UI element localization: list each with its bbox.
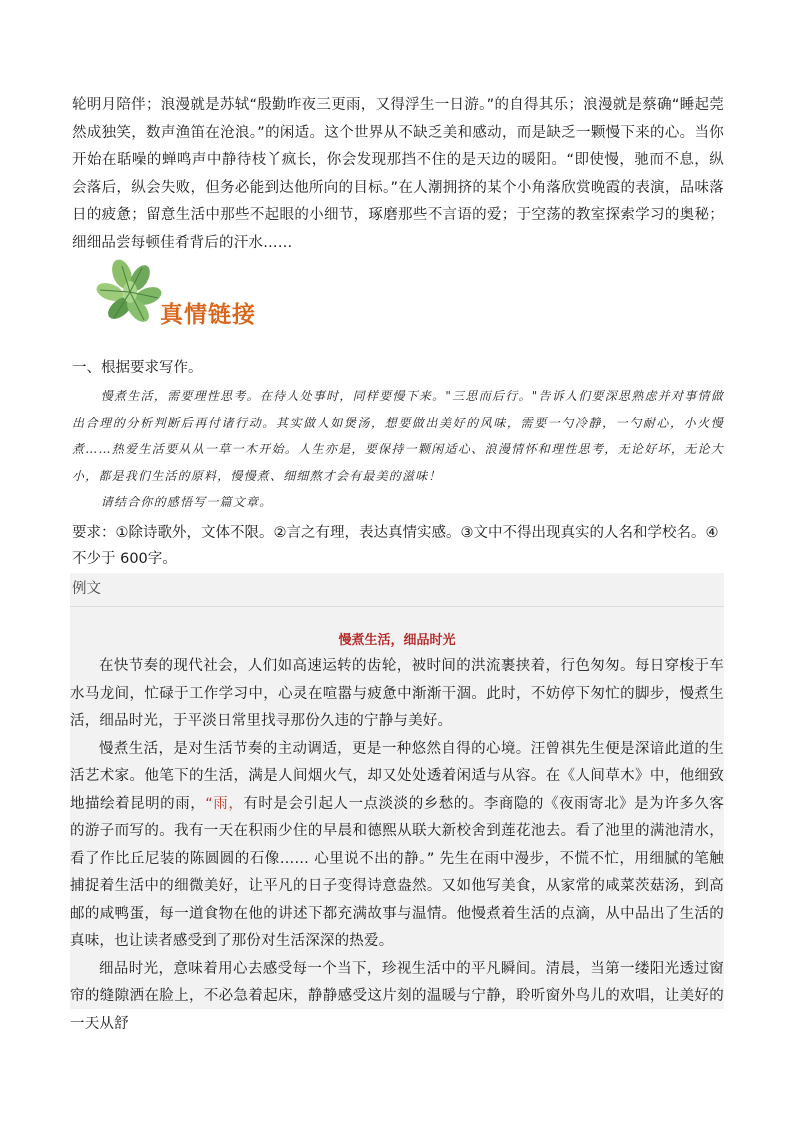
- section-header: [92, 256, 352, 336]
- essay-paragraph-2-rest: 有时是会引起人一点淡淡的乡愁的。李商隐的《夜雨寄北》是为许多久客的游子而写的。我有一天在积雨少住的早晨和德熙从联大新校舍到莲花池去。看了池里的满池清水，看了作比丘尼装的陈圆圆的石像…… 心里说不出的静。” 先生在雨中漫步，不慌不忙，用细腻的笔触捕捉着生活中的细微美好，让平凡的日子变得诗意盎然。又如他写美食，从家常的咸菜茨菇汤，到高邮的咸鸭蛋，每一道食物在他的讲述下都充满故事与温情。他慢煮着生活的点滴，从中品出了生活的真味，也让读者感受到了那份对生活深深的热爱。: [70, 795, 724, 949]
- essay-paragraph-2-start: 慢煮生活，是对生活节奏的主动调适，更是一种悠然自得的心境。汪曾祺先生便是深谙此道的生活艺术家。他笔下的生活，满是人间烟火气，却又处处透着闲适与从容。在《人间草木》中，他细致地描绘着昆明的雨，: [70, 740, 724, 812]
- section-title: 真情链接: [160, 302, 256, 328]
- example-divider: [70, 606, 724, 607]
- essay-paragraph-1: 在快节奏的现代社会，人们如高速运转的齿轮，被时间的洪流裹挟着，行色匆匆。每日穿梭于车水马龙间，忙碌于工作学习中，心灵在喧嚣与疲惫中渐渐干涸。此时，不妨停下匆忙的脚步，慢煮生活，细品时光，于平淡日常里找寻那份久违的宁静与美好。: [70, 658, 724, 729]
- essay-paragraph-2: [70, 736, 724, 956]
- writing-prompt: 慢煮生活，需要理性思考。在待人处事时，同样要慢下来。"三思而后行。"告诉人们要深思熟虑并对事情做出合理的分析判断后再付诸行动。其实做人如煲汤，想要做出美好的风味，需要一勺冷静，一勺耐心，小火慢煮……热爱生活要从从一草一木开始。人生亦是，要保持一颗闲适心、浪漫情怀和理性思考，无论好坏，无论大小，都是我们生活的原料，慢慢煮、细细熬才会有最美的滋味！: [72, 389, 724, 483]
- essay-paragraph-3: 细品时光，意味着用心去感受每一个当下，珍视生活中的平凡瞬间。清晨，当第一缕阳光透过窗帘的缝隙洒在脸上，不必急着起床，静静感受这片刻的温暖与宁静，聆听窗外鸟儿的欢唱，让美好的一天从舒: [70, 960, 724, 1032]
- intro-paragraph: 轮明月陪伴；浪漫就是苏轼“殷勤昨夜三更雨，又得浮生一日游。”的自得其乐；浪漫就是蔡确“睡起莞然成独笑，数声渔笛在沧浪。”的闲适。这个世界从不缺乏美和感动，而是缺乏一颗慢下来的心。当你开始在聒噪的蝉鸣声中静待枝丫疯长，你会发现那挡不住的是天边的暖阳。“即使慢，驰而不息，纵会落后，纵会失败，但务必能到达他所向的目标。”在人潮拥挤的某个小角落欣赏晚霞的表演，品味落日的疲惫；留意生活中那些不起眼的小细节，琢磨那些不言语的爱；于空荡的教室探索学习的奥秘；细细品尝每顿佳肴背后的汗水……: [72, 97, 724, 251]
- essay-body: [70, 653, 724, 1038]
- example-essay-box: [70, 573, 724, 1032]
- essay-title: 慢煮生活，细品时光: [338, 633, 456, 648]
- writing-requirement: 要求：①除诗歌外，文体不限。②言之有理，表达真情实感。③文中不得出现真实的人名和学校名。④不少于 600字。: [72, 525, 719, 567]
- writing-task: 请结合你的感悟写一篇文章。: [100, 495, 273, 509]
- essay-quote-red: “雨，: [205, 795, 244, 812]
- leaf-icon: [92, 256, 168, 332]
- question-title: 一、根据要求写作。: [72, 360, 203, 376]
- example-label: 例文: [72, 581, 101, 597]
